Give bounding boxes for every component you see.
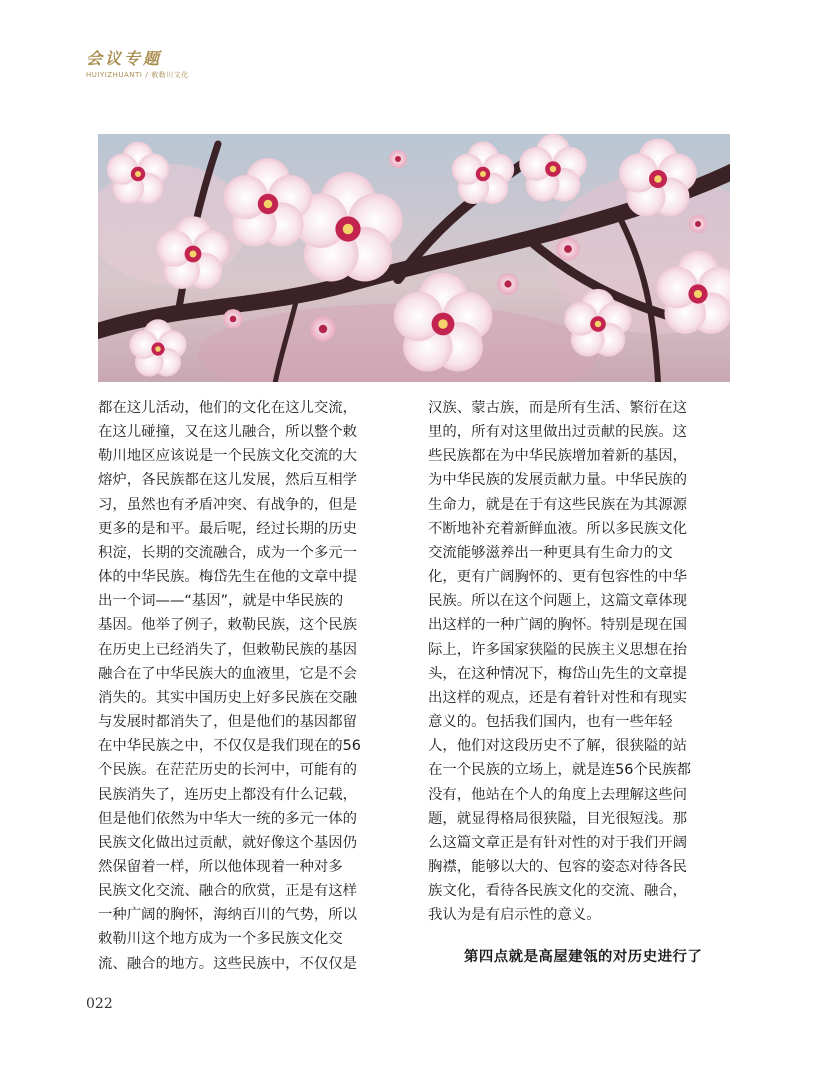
- text-line: 消失的。其实中国历史上好多民族在交融: [98, 689, 358, 706]
- text-line: 不断地补充着新鲜血液。所以多民族文化: [428, 520, 688, 537]
- text-line: 族文化，看待各民族文化的交流、融合，: [428, 883, 688, 900]
- text-line: 出这样的一种广阔的胸怀。特别是现在国: [428, 617, 688, 634]
- text-line: 头，在这种情况下，梅岱山先生的文章提: [428, 665, 688, 682]
- text-line: 积淀，长期的交流融合，成为一个多元一: [98, 544, 358, 561]
- text-line: 民族。所以在这个问题上，这篇文章体现: [428, 593, 688, 610]
- text-line: 际上，许多国家狭隘的民族主义思想在抬: [428, 641, 688, 658]
- text-line: 与发展时都消失了，但是他们的基因都留: [98, 714, 358, 731]
- section-subtitle-topic: 敕勒川文化: [151, 71, 189, 79]
- text-line: 熔炉，各民族都在这儿发展，然后互相学: [98, 472, 358, 489]
- section-subtitle-pinyin: HUIYIZHUANTI: [86, 71, 143, 79]
- text-line: 在这儿碰撞，又在这儿融合，所以整个敕: [98, 424, 358, 441]
- page-header: [86, 50, 189, 80]
- section-title: 会议专题: [86, 49, 163, 68]
- text-line: 些民族都在为中华民族增加着新的基因，: [428, 448, 688, 465]
- text-line: 意义的。包括我们国内，也有一些年轻: [428, 714, 673, 731]
- right-text-column: [428, 396, 730, 970]
- section-subtitle: [86, 70, 189, 80]
- section-heading: 第四点就是高屋建瓴的对历史进行了: [464, 949, 703, 966]
- text-line: 胸襟，能够以大的、包容的姿态对待各民: [428, 858, 688, 875]
- text-line: 里的，所有对这里做出过贡献的民族。这: [428, 424, 688, 441]
- text-line: 习，虽然也有矛盾冲突、有战争的，但是: [98, 496, 358, 513]
- text-line: 在历史上已经消失了，但敕勒民族的基因: [98, 641, 358, 658]
- text-line: 在一个民族的立场上，就是连56个民族都: [428, 762, 691, 779]
- text-line: 生命力，就是在于有这些民族在为其源源: [428, 496, 688, 513]
- text-line: 为中华民族的发展贡献力量。中华民族的: [428, 472, 688, 489]
- text-line: 更多的是和平。最后呢，经过长期的历史: [98, 520, 358, 537]
- text-line: 题，就显得格局很狭隘，目光很短浅。那: [428, 810, 688, 827]
- page-number: 022: [86, 996, 113, 1012]
- text-line: 但是他们依然为中华大一统的多元一体的: [98, 810, 358, 827]
- text-line: 勒川地区应该说是一个民族文化交流的大: [98, 448, 358, 465]
- text-line: 敕勒川这个地方成为一个多民族文化交: [98, 931, 343, 948]
- text-line: 我认为是有启示性的意义。: [428, 907, 601, 924]
- text-line: 出一个词——“基因”，就是中华民族的: [98, 593, 344, 610]
- text-line: 融合在了中华民族大的血液里，它是不会: [98, 665, 358, 682]
- blossom-branch-photo: [98, 134, 730, 382]
- text-line: 民族文化交流、融合的欣赏，正是有这样: [98, 883, 358, 900]
- text-line: 个民族。在茫茫历史的长河中，可能有的: [98, 762, 358, 779]
- subtitle-separator: /: [145, 71, 149, 79]
- left-text-column: [98, 396, 400, 976]
- text-line: 汉族、蒙古族，而是所有生活、繁衍在这: [428, 400, 688, 416]
- text-line: 出这样的观点，还是有着针对性和有现实: [428, 689, 688, 706]
- text-line: 人，他们对这段历史不了解，很狭隘的站: [428, 738, 688, 755]
- text-line: 没有，他站在个人的角度上去理解这些问: [428, 786, 688, 803]
- text-line: 民族消失了，连历史上都没有什么记载，: [98, 786, 358, 803]
- text-line: 然保留着一样，所以他体现着一种对多: [98, 858, 343, 875]
- text-line: 都在这儿活动，他们的文化在这儿交流，: [98, 400, 358, 416]
- text-line: 交流能够滋养出一种更具有生命力的文: [428, 544, 673, 561]
- text-line: 在中华民族之中，不仅仅是我们现在的56: [98, 738, 361, 755]
- text-line: 流、融合的地方。这些民族中，不仅仅是: [98, 955, 358, 972]
- text-line: 化，更有广阔胸怀的、更有包容性的中华: [428, 569, 688, 586]
- text-line: 一种广阔的胸怀，海纳百川的气势，所以: [98, 907, 358, 924]
- text-line: 么这篇文章正是有针对性的对于我们开阔: [428, 834, 688, 851]
- text-line: 民族文化做出过贡献，就好像这个基因仍: [98, 834, 358, 851]
- text-line: 基因。他举了例子，敕勒民族，这个民族: [98, 617, 358, 634]
- text-line: 体的中华民族。梅岱先生在他的文章中提: [98, 569, 358, 586]
